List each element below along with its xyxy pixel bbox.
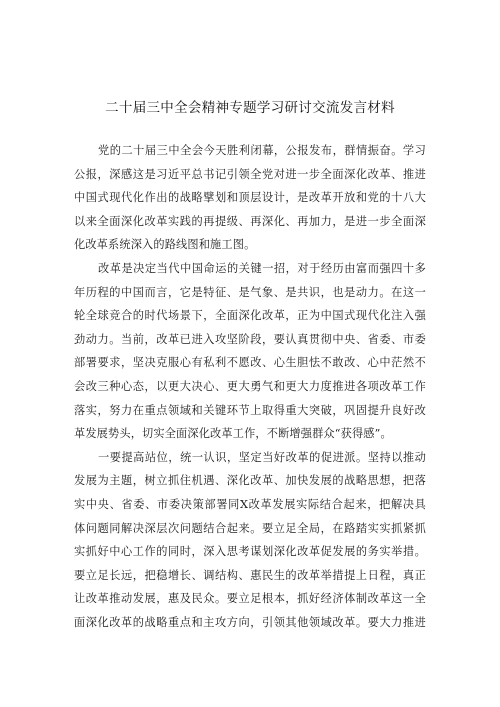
paragraph-2-line: 劲动力。当前，改革已进入攻坚阶段，要认真贯彻中央、省委、市委 <box>74 332 426 346</box>
paragraph-1-line: 化改革系统深入的路线图和施工图。 <box>74 238 256 252</box>
paragraph-3-line: 实中央、省委、市委决策部署同X改革发展实际结合起来，把解决具 <box>74 497 426 511</box>
paragraph-2-line: 改革是决定当代中国命运的关键一招，对于经历由富而强四十多 <box>98 261 426 275</box>
paragraph-2-line: 部署要求，坚决克服心有私利不愿改、心生胆怯不敢改、心中茫然不 <box>74 356 426 370</box>
paragraph-2-line: 落实，努力在重点领域和关键环节上取得重大突破，巩固提升良好改 <box>74 403 426 417</box>
paragraph-1-line: 中国式现代化作出的战略擘划和顶层设计，是改革开放和党的十八大 <box>74 191 426 205</box>
paragraph-1-line: 以来全面深化改革实践的再提级、再深化、再加力，是进一步全面深 <box>74 214 426 228</box>
paragraph-2-line: 革发展势头，切实全面深化改革工作，不断增强群众“获得感”。 <box>74 427 392 441</box>
paragraph-2-line: 会改三种心态，以更大决心、更大勇气和更大力度推进各项改革工作 <box>74 379 426 393</box>
paragraph-3-line: 一要提高站位，统一认识，坚定当好改革的促进派。坚持以推动 <box>98 450 426 464</box>
document-title: 二十届三中全会精神专题学习研讨交流发言材料 <box>105 100 395 116</box>
paragraph-3-line: 实抓好中心工作的同时，深入思考谋划深化改革促发展的务实举措。 <box>74 545 426 559</box>
paragraph-3-line: 让改革推动发展，惠及民众。要立足根本，抓好经济体制改革这一全 <box>74 592 426 606</box>
paragraph-3-line: 面深化改革的战略重点和主攻方向，引领其他领域改革。要大力推进 <box>74 615 426 629</box>
paragraph-3-line: 体问题同解决深层次问题结合起来。要立足全局，在路踏实实抓紧抓 <box>74 521 426 535</box>
paragraph-3-line: 发展为主题，树立抓住机遇、深化改革、加快发展的战略思想，把落 <box>74 474 426 488</box>
paragraph-2-line: 年历程的中国而言，它是特征、是气象、是共识，也是动力。在这一 <box>74 285 426 299</box>
paragraph-1-line: 公报，深感这是习近平总书记引领全党对进一步全面深化改革、推进 <box>74 167 426 181</box>
document-body <box>74 139 426 634</box>
paragraph-2-line: 轮全球竞合的时代场景下，全面深化改革，正为中国式现代化注入强 <box>74 309 426 323</box>
paragraph-3-line: 要立足长远，把稳增长、调结构、惠民生的改革举措提上日程，真正 <box>74 568 426 582</box>
paragraph-1-line: 党的二十届三中全会今天胜利闭幕，公报发布，群情振奋。学习 <box>98 144 426 157</box>
